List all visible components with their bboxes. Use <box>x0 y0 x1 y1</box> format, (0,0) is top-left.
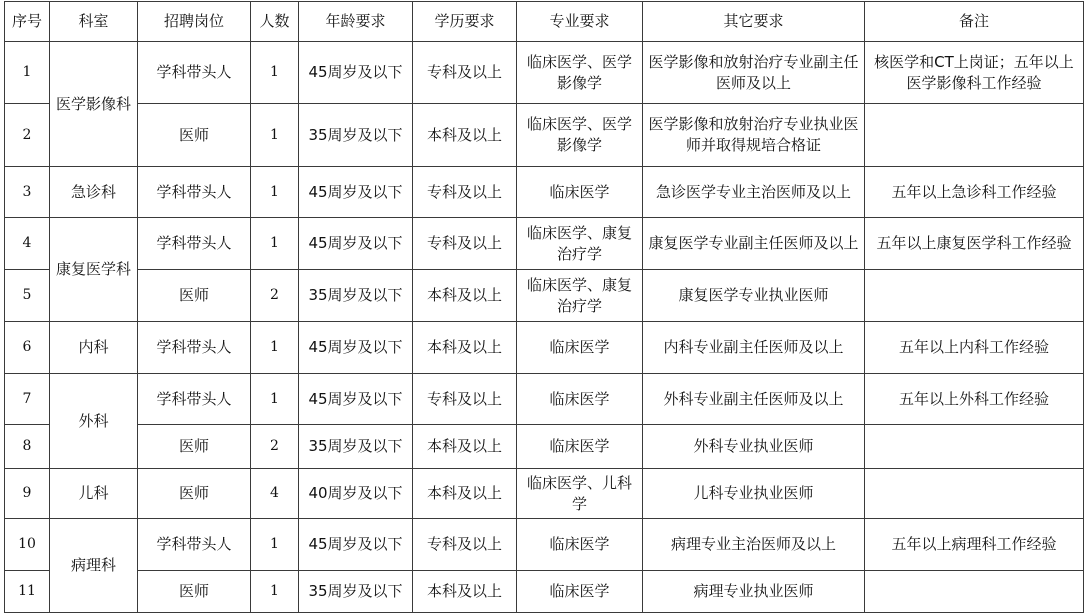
cell-age: 35周岁及以下 <box>299 425 413 469</box>
cell-other: 病理专业执业医师 <box>643 571 865 613</box>
cell-other: 医学影像和放射治疗专业执业医师并取得规培合格证 <box>643 104 865 167</box>
cell-age: 45周岁及以下 <box>299 42 413 104</box>
cell-note: 五年以上康复医学科工作经验 <box>865 218 1084 270</box>
cell-age: 35周岁及以下 <box>299 571 413 613</box>
cell-count: 1 <box>251 218 299 270</box>
cell-education: 本科及以上 <box>413 104 517 167</box>
cell-dept: 外科 <box>50 374 138 469</box>
cell-no: 2 <box>5 104 50 167</box>
cell-position: 学科带头人 <box>138 519 251 571</box>
cell-note <box>865 571 1084 613</box>
cell-major: 临床医学、儿科学 <box>517 469 643 519</box>
header-dept: 科室 <box>50 2 138 42</box>
header-row <box>5 2 1084 42</box>
header-other: 其它要求 <box>643 2 865 42</box>
cell-other: 康复医学专业副主任医师及以上 <box>643 218 865 270</box>
cell-count: 1 <box>251 322 299 374</box>
cell-dept: 儿科 <box>50 469 138 519</box>
cell-note: 五年以上急诊科工作经验 <box>865 167 1084 218</box>
cell-age: 35周岁及以下 <box>299 104 413 167</box>
cell-other: 儿科专业执业医师 <box>643 469 865 519</box>
recruitment-table <box>4 1 1084 613</box>
cell-position: 学科带头人 <box>138 218 251 270</box>
cell-education: 本科及以上 <box>413 425 517 469</box>
cell-other: 医学影像和放射治疗专业副主任医师及以上 <box>643 42 865 104</box>
cell-position: 学科带头人 <box>138 167 251 218</box>
cell-dept: 急诊科 <box>50 167 138 218</box>
cell-major: 临床医学 <box>517 519 643 571</box>
cell-note: 五年以上外科工作经验 <box>865 374 1084 425</box>
cell-count: 2 <box>251 270 299 322</box>
cell-count: 1 <box>251 167 299 218</box>
header-note: 备注 <box>865 2 1084 42</box>
cell-no: 5 <box>5 270 50 322</box>
cell-major: 临床医学、康复治疗学 <box>517 270 643 322</box>
cell-note <box>865 270 1084 322</box>
cell-no: 1 <box>5 42 50 104</box>
cell-note <box>865 425 1084 469</box>
table-row <box>5 270 1084 322</box>
cell-count: 1 <box>251 571 299 613</box>
table-row <box>5 104 1084 167</box>
table-row <box>5 519 1084 571</box>
cell-position: 学科带头人 <box>138 374 251 425</box>
cell-note: 五年以上病理科工作经验 <box>865 519 1084 571</box>
cell-age: 45周岁及以下 <box>299 519 413 571</box>
cell-other: 内科专业副主任医师及以上 <box>643 322 865 374</box>
cell-other: 急诊医学专业主治医师及以上 <box>643 167 865 218</box>
cell-major: 临床医学 <box>517 374 643 425</box>
cell-major: 临床医学 <box>517 425 643 469</box>
cell-education: 本科及以上 <box>413 469 517 519</box>
cell-position: 学科带头人 <box>138 42 251 104</box>
cell-education: 本科及以上 <box>413 270 517 322</box>
cell-position: 医师 <box>138 571 251 613</box>
cell-position: 医师 <box>138 270 251 322</box>
cell-other: 康复医学专业执业医师 <box>643 270 865 322</box>
cell-position: 医师 <box>138 469 251 519</box>
table-row <box>5 167 1084 218</box>
cell-education: 专科及以上 <box>413 167 517 218</box>
cell-no: 7 <box>5 374 50 425</box>
cell-dept: 医学影像科 <box>50 42 138 167</box>
table-row <box>5 571 1084 613</box>
cell-no: 9 <box>5 469 50 519</box>
header-age: 年龄要求 <box>299 2 413 42</box>
cell-no: 8 <box>5 425 50 469</box>
table-row <box>5 469 1084 519</box>
cell-count: 2 <box>251 425 299 469</box>
cell-age: 40周岁及以下 <box>299 469 413 519</box>
cell-major: 临床医学 <box>517 167 643 218</box>
header-count: 人数 <box>251 2 299 42</box>
cell-no: 11 <box>5 571 50 613</box>
table-row <box>5 322 1084 374</box>
cell-age: 45周岁及以下 <box>299 167 413 218</box>
cell-major: 临床医学、医学影像学 <box>517 42 643 104</box>
cell-no: 4 <box>5 218 50 270</box>
cell-note <box>865 104 1084 167</box>
cell-count: 1 <box>251 519 299 571</box>
cell-major: 临床医学、康复治疗学 <box>517 218 643 270</box>
cell-note: 核医学和CT上岗证；五年以上医学影像科工作经验 <box>865 42 1084 104</box>
cell-dept: 病理科 <box>50 519 138 613</box>
cell-age: 35周岁及以下 <box>299 270 413 322</box>
cell-major: 临床医学、医学影像学 <box>517 104 643 167</box>
cell-count: 1 <box>251 42 299 104</box>
cell-note <box>865 469 1084 519</box>
table-row <box>5 374 1084 425</box>
header-education: 学历要求 <box>413 2 517 42</box>
cell-no: 10 <box>5 519 50 571</box>
cell-age: 45周岁及以下 <box>299 218 413 270</box>
cell-major: 临床医学 <box>517 571 643 613</box>
cell-count: 4 <box>251 469 299 519</box>
cell-dept: 康复医学科 <box>50 218 138 322</box>
cell-count: 1 <box>251 104 299 167</box>
header-no: 序号 <box>5 2 50 42</box>
cell-position: 医师 <box>138 425 251 469</box>
cell-education: 专科及以上 <box>413 519 517 571</box>
cell-major: 临床医学 <box>517 322 643 374</box>
cell-education: 本科及以上 <box>413 322 517 374</box>
cell-count: 1 <box>251 374 299 425</box>
cell-other: 病理专业主治医师及以上 <box>643 519 865 571</box>
cell-other: 外科专业执业医师 <box>643 425 865 469</box>
cell-no: 3 <box>5 167 50 218</box>
cell-age: 45周岁及以下 <box>299 322 413 374</box>
cell-other: 外科专业副主任医师及以上 <box>643 374 865 425</box>
cell-no: 6 <box>5 322 50 374</box>
cell-note: 五年以上内科工作经验 <box>865 322 1084 374</box>
cell-position: 医师 <box>138 104 251 167</box>
table-row <box>5 425 1084 469</box>
header-position: 招聘岗位 <box>138 2 251 42</box>
cell-education: 本科及以上 <box>413 571 517 613</box>
cell-education: 专科及以上 <box>413 218 517 270</box>
table-row <box>5 218 1084 270</box>
cell-education: 专科及以上 <box>413 374 517 425</box>
table-row <box>5 42 1084 104</box>
cell-dept: 内科 <box>50 322 138 374</box>
cell-education: 专科及以上 <box>413 42 517 104</box>
cell-age: 45周岁及以下 <box>299 374 413 425</box>
header-major: 专业要求 <box>517 2 643 42</box>
cell-position: 学科带头人 <box>138 322 251 374</box>
